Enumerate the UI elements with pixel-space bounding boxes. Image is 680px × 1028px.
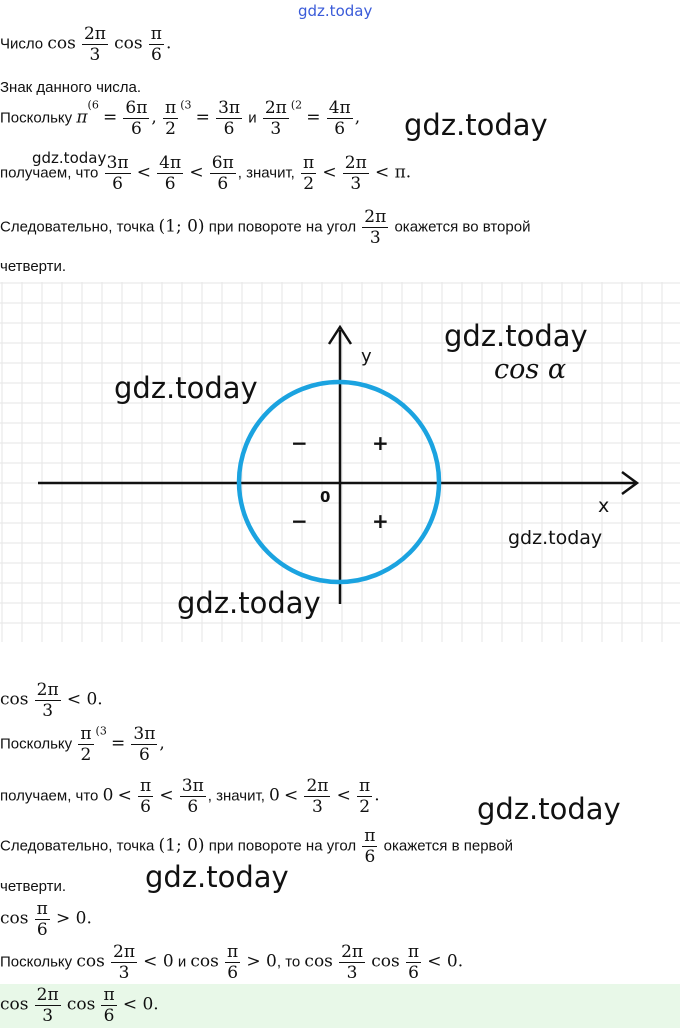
text-znachit: , значит, bbox=[207, 787, 265, 805]
frac-den: 6 bbox=[112, 174, 123, 194]
frac-den: 6 bbox=[227, 963, 239, 983]
text-chetverti: четверти. bbox=[0, 258, 67, 275]
line-since-2 bbox=[0, 724, 165, 765]
math-comma: , bbox=[354, 107, 361, 128]
math-period: . bbox=[165, 33, 172, 54]
unit-circle-diagram bbox=[0, 282, 680, 642]
y-axis-label: y bbox=[361, 346, 372, 367]
math-lt: < bbox=[189, 162, 204, 183]
frac-num: 2π bbox=[344, 153, 367, 173]
frac-den: 6 bbox=[131, 119, 142, 139]
line-we-get-1 bbox=[0, 153, 411, 194]
fraction-2pi-3 bbox=[362, 207, 388, 248]
frac-den: 3 bbox=[89, 45, 101, 65]
frac-den: 6 bbox=[140, 797, 151, 817]
sign-q4: + bbox=[372, 509, 389, 533]
line-since-3 bbox=[0, 942, 463, 983]
text-znak: Знак данного числа. bbox=[0, 79, 142, 96]
frac-num: 4π bbox=[159, 153, 182, 173]
fraction-4pi-6 bbox=[157, 153, 183, 194]
math-lt0: < 0. bbox=[66, 689, 103, 710]
math-comma: , bbox=[151, 107, 157, 128]
math-cos: cos bbox=[0, 994, 29, 1015]
fraction-2pi-3 bbox=[304, 776, 330, 817]
frac-num: π bbox=[36, 899, 48, 919]
text-i: и bbox=[177, 953, 187, 971]
fraction-pi-6 bbox=[362, 826, 377, 867]
fraction-2pi-3 bbox=[35, 680, 61, 721]
frac-den: 2 bbox=[303, 174, 315, 194]
frac-num: π bbox=[303, 153, 315, 173]
fraction-6pi-6 bbox=[123, 98, 149, 139]
math-lt: < bbox=[336, 785, 351, 806]
frac-num: 2π bbox=[36, 680, 59, 700]
frac-num: 2π bbox=[341, 942, 364, 962]
frac-num: π bbox=[364, 826, 376, 846]
frac-num: π bbox=[359, 776, 371, 796]
math-cos: cos bbox=[76, 951, 105, 972]
fraction-3pi-6 bbox=[180, 776, 206, 817]
frac-den: 3 bbox=[118, 963, 130, 983]
math-cos: cos bbox=[304, 951, 333, 972]
frac-den: 2 bbox=[80, 745, 92, 765]
math-zero: 0 bbox=[269, 785, 280, 806]
fraction-pi-6 bbox=[35, 899, 50, 940]
text-poskolku: Поскольку bbox=[0, 953, 73, 971]
frac-num: 3π bbox=[133, 724, 156, 744]
frac-den: 3 bbox=[350, 174, 362, 194]
frac-num: 2π bbox=[36, 985, 59, 1005]
line-quarter-1 bbox=[0, 258, 66, 275]
frac-den: 6 bbox=[36, 920, 48, 940]
frac-den: 2 bbox=[165, 119, 176, 139]
frac-den: 3 bbox=[270, 119, 282, 139]
fraction-pi-6 bbox=[225, 942, 240, 983]
watermark: gdz.today bbox=[477, 792, 621, 826]
text-poskolku: Поскольку bbox=[0, 735, 73, 753]
math-cos: cos bbox=[371, 951, 400, 972]
frac-num: π bbox=[150, 24, 162, 44]
fraction-pi-2 bbox=[78, 724, 93, 765]
frac-num: 3π bbox=[181, 776, 204, 796]
frac-den: 2 bbox=[359, 797, 371, 817]
frac-den: 3 bbox=[42, 1006, 54, 1026]
line-sign-heading bbox=[0, 79, 141, 96]
math-gt0: > 0. bbox=[56, 908, 92, 929]
line-answer bbox=[0, 985, 159, 1026]
text-sledovatelno: Следовательно, точка bbox=[0, 837, 155, 855]
math-eq: = bbox=[195, 107, 210, 128]
watermark: gdz.today bbox=[444, 319, 588, 353]
math-lt0: < 0. bbox=[122, 994, 159, 1015]
watermark: gdz.today bbox=[508, 527, 603, 549]
line-cos-pi6-positive bbox=[0, 899, 92, 940]
frac-den: 3 bbox=[42, 701, 54, 721]
fraction-2pi-3 bbox=[263, 98, 289, 139]
frac-den: 6 bbox=[139, 745, 150, 765]
frac-num: π bbox=[407, 942, 420, 962]
text-and: и bbox=[248, 109, 257, 127]
frac-num: 2π bbox=[83, 24, 106, 44]
math-lt0: < 0. bbox=[427, 951, 464, 972]
frac-num: 3π bbox=[106, 153, 129, 173]
math-lt: < bbox=[136, 162, 151, 183]
text-poluchaem: получаем, что bbox=[0, 164, 99, 182]
frac-num: 2π bbox=[306, 776, 329, 796]
math-lt0-plain: < 0 bbox=[143, 951, 174, 972]
math-cos: cos bbox=[66, 994, 96, 1015]
fraction-pi-6 bbox=[149, 24, 164, 65]
frac-den: 6 bbox=[103, 1006, 115, 1026]
frac-den: 6 bbox=[364, 847, 376, 867]
text-okazhetsya-pervoy: окажется в первой bbox=[383, 837, 514, 855]
math-gt0-plain: > 0 bbox=[246, 951, 277, 972]
frac-num: π bbox=[140, 776, 152, 796]
math-eq: = bbox=[103, 107, 118, 128]
math-lt-pi: < π. bbox=[374, 162, 412, 183]
text-chetverti: четверти. bbox=[0, 878, 67, 895]
frac-num: 6π bbox=[125, 98, 148, 118]
frac-num: 4π bbox=[328, 98, 351, 118]
line-quarter-2 bbox=[0, 878, 66, 895]
fraction-4pi-6 bbox=[327, 98, 353, 139]
math-point: (1; 0) bbox=[158, 835, 205, 856]
frac-den: 6 bbox=[150, 45, 162, 65]
frac-num: 6π bbox=[211, 153, 234, 173]
frac-den: 6 bbox=[187, 797, 199, 817]
fraction-pi-6 bbox=[101, 985, 116, 1026]
text-okazhetsya-vtoroy: окажется во второй bbox=[394, 218, 531, 236]
fraction-2pi-3 bbox=[343, 153, 369, 194]
fraction-pi-2 bbox=[357, 776, 372, 817]
sign-q1: + bbox=[372, 431, 389, 455]
line-cos-2pi3-negative bbox=[0, 680, 103, 721]
fraction-2pi-3 bbox=[111, 942, 137, 983]
frac-den: 3 bbox=[312, 797, 323, 817]
fraction-2pi-3 bbox=[82, 24, 108, 65]
math-lt: < bbox=[159, 785, 174, 806]
line-since-1 bbox=[0, 98, 360, 139]
math-cos: cos bbox=[114, 33, 143, 54]
text-znachit: , значит, bbox=[237, 164, 295, 182]
line-therefore-1 bbox=[0, 207, 530, 248]
math-lt: < bbox=[322, 162, 337, 183]
text-pri-povorote: при повороте на угол bbox=[208, 218, 357, 236]
frac-num: π bbox=[227, 942, 239, 962]
fraction-pi-2 bbox=[301, 153, 316, 194]
sign-q2: − bbox=[291, 431, 308, 455]
fraction-3pi-6 bbox=[216, 98, 242, 139]
sup-3: (3 bbox=[180, 98, 192, 112]
fraction-6pi-6 bbox=[210, 153, 236, 194]
frac-den: 3 bbox=[346, 963, 358, 983]
fraction-2pi-3 bbox=[339, 942, 365, 983]
fraction-3pi-6 bbox=[131, 724, 157, 765]
sup-2: (2 bbox=[290, 98, 303, 112]
fraction-pi-6 bbox=[406, 942, 421, 983]
text-sledovatelno: Следовательно, точка bbox=[0, 218, 155, 236]
math-lt: < bbox=[284, 785, 299, 806]
frac-num: 2π bbox=[364, 207, 387, 227]
fraction-pi-6 bbox=[138, 776, 153, 817]
frac-num: 3π bbox=[218, 98, 241, 118]
math-comma: , bbox=[159, 733, 165, 754]
math-cos: cos bbox=[0, 908, 29, 929]
sup-6: (6 bbox=[87, 98, 99, 112]
line-number-statement bbox=[0, 24, 171, 65]
frac-den: 6 bbox=[217, 174, 229, 194]
math-cos: cos bbox=[0, 689, 29, 710]
text-poluchaem: получаем, что bbox=[0, 787, 99, 805]
math-period: . bbox=[374, 785, 380, 806]
frac-num: 2π bbox=[113, 942, 135, 962]
frac-den: 6 bbox=[164, 174, 176, 194]
frac-den: 3 bbox=[369, 228, 381, 248]
watermark: gdz.today bbox=[114, 371, 258, 405]
fraction-3pi-6 bbox=[105, 153, 131, 194]
origin-label: 0 bbox=[320, 488, 331, 506]
math-zero: 0 bbox=[102, 785, 114, 806]
math-cos: cos bbox=[47, 33, 76, 54]
frac-num: π bbox=[165, 98, 177, 118]
math-eq: = bbox=[111, 733, 126, 754]
text-pri-povorote: при повороте на угол bbox=[208, 837, 357, 855]
fraction-2pi-3 bbox=[35, 985, 61, 1026]
math-lt: < bbox=[117, 785, 132, 806]
math-cos: cos bbox=[190, 951, 219, 972]
math-point: (1; 0) bbox=[158, 216, 205, 237]
text-to: , то bbox=[276, 953, 301, 971]
frac-den: 6 bbox=[334, 119, 346, 139]
watermark: gdz.today bbox=[145, 860, 289, 894]
frac-num: π bbox=[103, 985, 115, 1005]
math-pi: π bbox=[76, 107, 88, 128]
sign-q3: − bbox=[291, 509, 308, 533]
watermark: gdz.today bbox=[177, 586, 321, 620]
sup-3: (3 bbox=[95, 724, 107, 738]
frac-num: π bbox=[80, 724, 92, 744]
frac-den: 6 bbox=[408, 963, 419, 983]
frac-num: 2π bbox=[264, 98, 287, 118]
watermark: gdz.today bbox=[32, 149, 107, 167]
text-poskolku: Поскольку bbox=[0, 109, 73, 127]
fraction-pi-2 bbox=[163, 98, 178, 139]
text-chislo: Число bbox=[0, 35, 44, 53]
x-axis-label: x bbox=[598, 495, 610, 517]
function-label: cos α bbox=[494, 354, 567, 385]
watermark: gdz.today bbox=[404, 108, 548, 142]
line-we-get-2 bbox=[0, 776, 380, 817]
frac-den: 6 bbox=[223, 119, 235, 139]
watermark-top: gdz.today bbox=[298, 2, 373, 20]
math-eq: = bbox=[306, 107, 321, 128]
